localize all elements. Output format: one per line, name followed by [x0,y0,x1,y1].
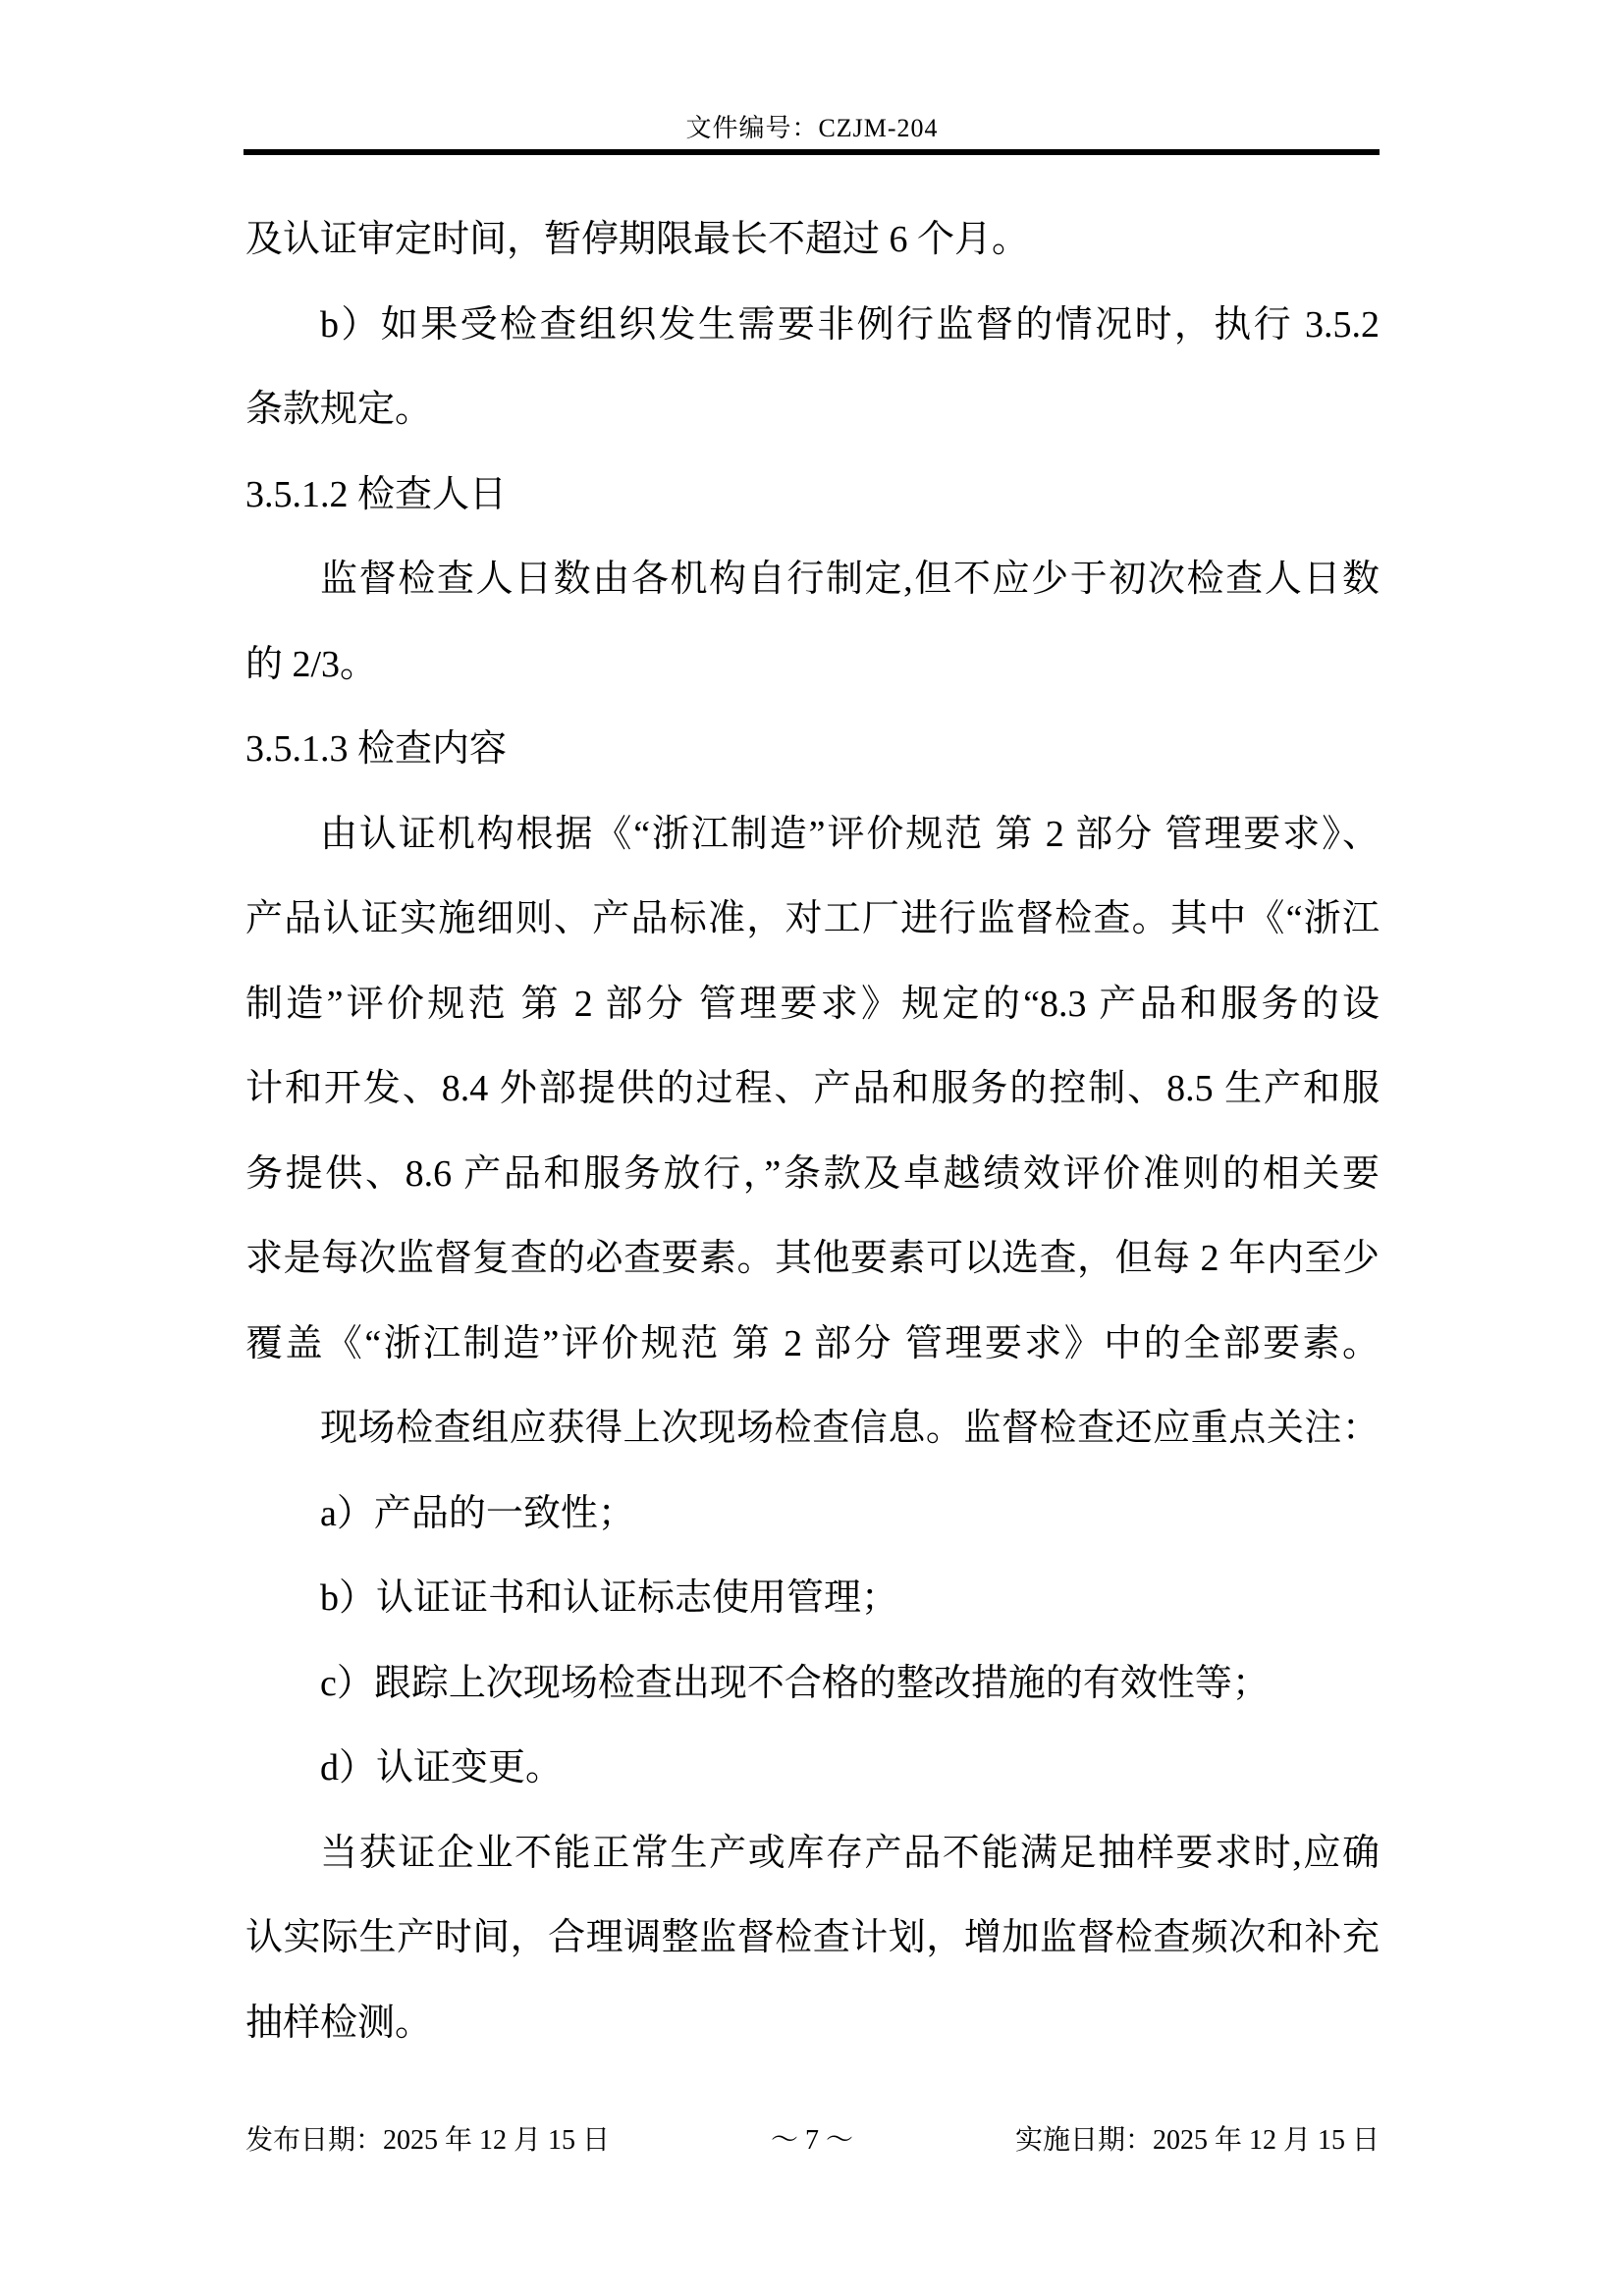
body-line: 3.5.1.3 检查内容 [245,728,508,770]
implement-date: 实施日期：2025 年 12 月 15 日 [1014,2125,1380,2156]
body-line: 制造”评价规范 第 2 部分 管理要求》规定的“8.3 产品和服务的设 [245,983,1380,1025]
body-line: 由认证机构根据《“浙江制造”评价规范 第 2 部分 管理要求》、 [320,813,1380,855]
body-line: 抽样检测。 [245,2002,433,2044]
body-line: 当获证企业不能正常生产或库存产品不能满足抽样要求时,应确 [320,1832,1380,1874]
header-rule [244,149,1380,155]
body-line: 现场检查组应获得上次现场检查信息。监督检查还应重点关注： [320,1408,1380,1449]
release-date: 发布日期：2025 年 12 月 15 日 [245,2125,611,2156]
page-number: ～ 7 ～ [770,2125,853,2156]
document-body [245,197,1380,2065]
body-line: b）认证证书和认证标志使用管理； [320,1577,899,1619]
body-line: 计和开发、8.4 外部提供的过程、产品和服务的控制、8.5 生产和服 [245,1068,1380,1109]
body-line: 认实际生产时间，合理调整监督检查计划，增加监督检查频次和补充 [245,1917,1380,1958]
body-line: 监督检查人日数由各机构自行制定,但不应少于初次检查人日数 [320,559,1380,600]
doc-number: 文件编号：CZJM-204 [685,114,939,142]
body-line: 3.5.1.2 检查人日 [245,473,508,515]
body-line: 产品认证实施细则、产品标准，对工厂进行监督检查。其中《“浙江 [245,898,1380,939]
body-line: c）跟踪上次现场检查出现不合格的整改措施的有效性等； [320,1662,1270,1704]
body-line: 求是每次监督复查的必查要素。其他要素可以选查，但每 2 年内至少 [245,1238,1380,1279]
body-line: 的 2/3。 [245,643,378,685]
body-line: 务提供、8.6 产品和服务放行，”条款及卓越绩效评价准则的相关要 [245,1152,1380,1195]
body-line: d）认证变更。 [320,1747,564,1789]
body-line: 条款规定。 [245,389,433,430]
body-line: 覆盖《“浙江制造”评价规范 第 2 部分 管理要求》中的全部要素。 [245,1322,1380,1364]
body-line: 及认证审定时间，暂停期限最长不超过 6 个月。 [245,219,1030,260]
body-line: b）如果受检查组织发生需要非例行监督的情况时，执行 3.5.2 [320,303,1380,346]
body-line: a）产品的一致性； [320,1492,635,1534]
